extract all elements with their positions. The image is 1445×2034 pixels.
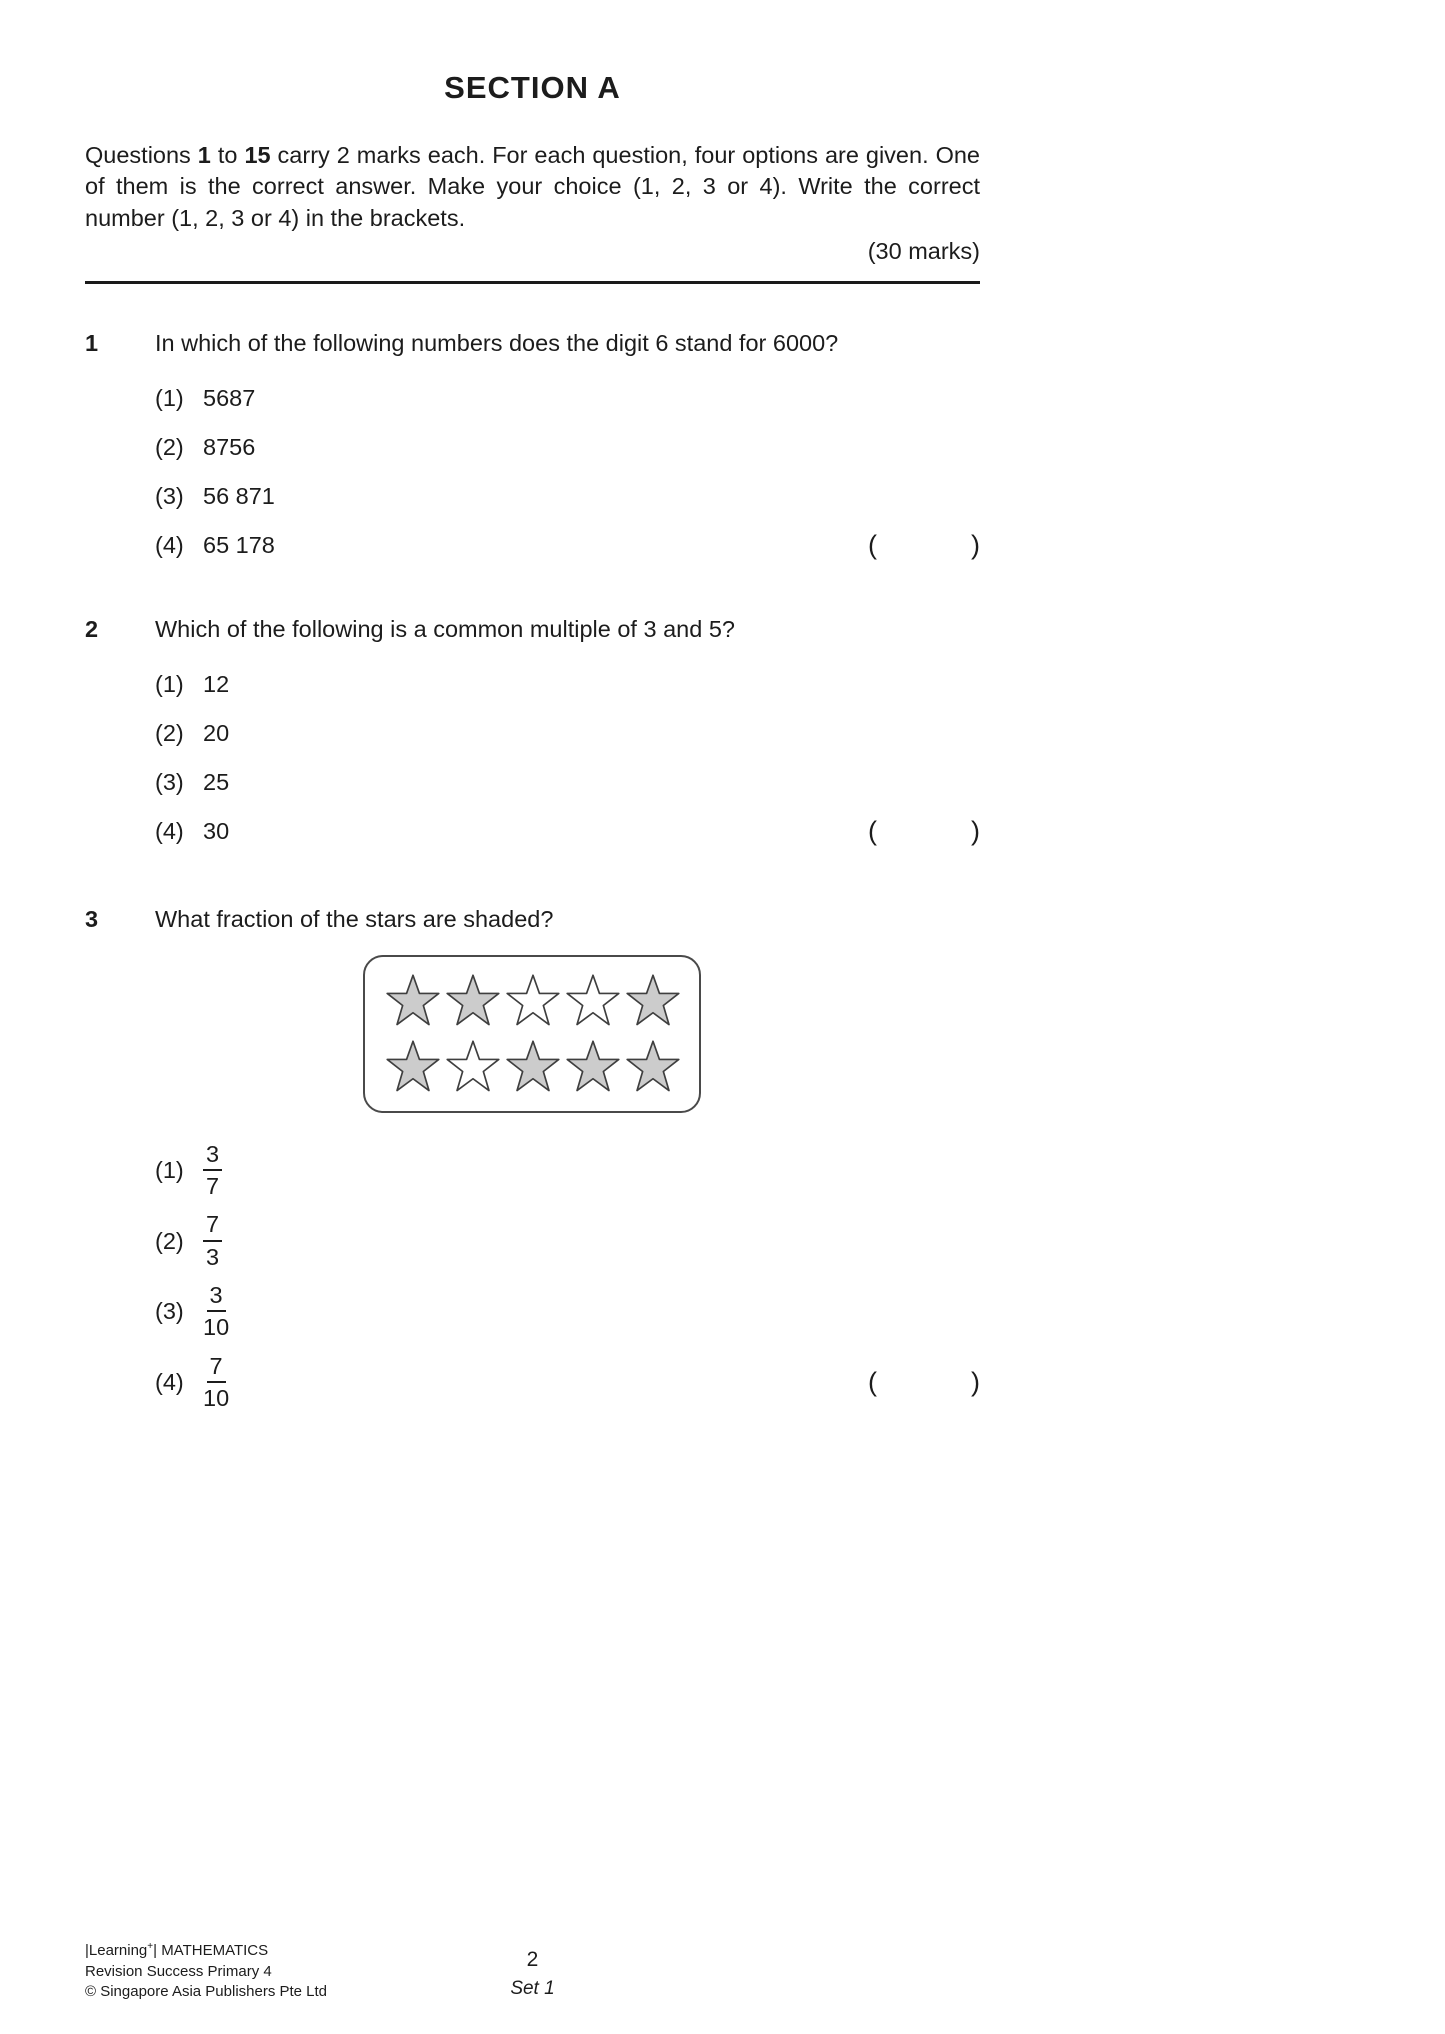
fraction-numerator: 3 — [207, 1282, 226, 1312]
instructions-bold-end: 15 — [244, 142, 271, 168]
options-list — [155, 669, 980, 846]
answer-bracket — [868, 1367, 980, 1397]
fraction-numerator: 7 — [207, 1353, 226, 1383]
footer-copyright-line: © Singapore Asia Publishers Pte Ltd — [85, 1982, 328, 2000]
option-row — [155, 1353, 980, 1412]
option-label: (3) — [155, 1298, 184, 1325]
option-row — [155, 530, 980, 560]
star-icon — [385, 973, 441, 1029]
option-label: (2) — [155, 433, 184, 460]
question-head — [85, 330, 980, 357]
footer-brand-prefix: |Learning — [85, 1942, 148, 1960]
star-icon — [385, 1039, 441, 1095]
total-marks: (30 marks) — [867, 237, 980, 264]
question-head — [85, 616, 980, 643]
star-diagram — [363, 955, 701, 1113]
star-icon — [505, 973, 561, 1029]
option-value: 20 — [203, 719, 230, 746]
option-value: 12 — [203, 670, 230, 697]
answer-bracket — [868, 816, 980, 846]
footer-series-line: Revision Success Primary 4 — [85, 1962, 272, 1980]
option-label: (1) — [155, 1157, 184, 1184]
fraction-value — [203, 1141, 222, 1200]
option-label: (3) — [155, 768, 184, 795]
star-icon — [625, 1039, 681, 1095]
option-row — [155, 816, 980, 846]
question-1 — [85, 330, 980, 560]
star-icon — [445, 1039, 501, 1095]
option-row — [155, 481, 980, 511]
star-icon — [565, 1039, 621, 1095]
fraction-denominator: 10 — [203, 1314, 230, 1341]
option-row — [155, 1211, 980, 1270]
question-text: Which of the following is a common multiple of 3 and 5? — [155, 615, 735, 642]
option-label: (1) — [155, 384, 184, 411]
instructions-text: carry 2 marks each. For each question, four options are given. One of them is the correct answer. Make your choice (1, 2, 3 or 4). Write the correct number (1, 2, 3 or 4) in the brackets. — [85, 142, 980, 231]
answer-bracket — [868, 530, 980, 560]
fraction-denominator: 7 — [206, 1173, 220, 1200]
question-3 — [85, 906, 980, 1412]
option-label: (2) — [155, 719, 184, 746]
fraction-value — [203, 1211, 222, 1270]
question-text: In which of the following numbers does the digit 6 stand for 6000? — [155, 329, 839, 356]
fraction-numerator: 3 — [203, 1141, 222, 1171]
option-row — [155, 432, 980, 462]
option-label: (3) — [155, 482, 184, 509]
option-row — [155, 767, 980, 797]
footer-brand-line — [85, 1940, 327, 1961]
bracket-close: ) — [971, 1366, 980, 1397]
bracket-close: ) — [971, 815, 980, 846]
question-number: 3 — [85, 905, 99, 932]
page-number: 2 — [526, 1948, 539, 1971]
star-icon — [445, 973, 501, 1029]
bracket-close: ) — [971, 529, 980, 560]
page-content — [85, 70, 980, 1423]
option-row — [155, 1282, 980, 1341]
bracket-open: ( — [868, 815, 877, 846]
star-icon — [565, 973, 621, 1029]
star-icon — [505, 1039, 561, 1095]
option-label: (2) — [155, 1227, 184, 1254]
instructions-bold-start: 1 — [197, 142, 211, 168]
option-value: 30 — [203, 817, 230, 844]
footer-brand-suffix: | MATHEMATICS — [153, 1942, 269, 1960]
option-value: 8756 — [203, 433, 256, 460]
question-2 — [85, 616, 980, 846]
question-number: 2 — [85, 615, 99, 642]
instructions-text: Questions — [85, 142, 198, 168]
instructions-text: to — [210, 142, 245, 168]
option-value: 5687 — [203, 384, 256, 411]
footer-brand-sup: + — [147, 1941, 154, 1953]
star-icon — [625, 973, 681, 1029]
section-divider — [85, 281, 980, 284]
option-row — [155, 383, 980, 413]
section-title: SECTION A — [444, 70, 621, 105]
option-label: (4) — [155, 1368, 184, 1395]
option-label: (4) — [155, 817, 184, 844]
fraction-value — [203, 1353, 229, 1412]
bracket-open: ( — [868, 529, 877, 560]
fraction-denominator: 10 — [203, 1384, 230, 1411]
instructions-paragraph — [85, 140, 980, 234]
option-value: 65 178 — [203, 531, 275, 558]
fraction-value — [203, 1282, 229, 1341]
option-label: (1) — [155, 670, 184, 697]
question-head — [85, 906, 980, 933]
options-list — [155, 383, 980, 560]
set-label: Set 1 — [510, 1978, 555, 1999]
footer-publisher-block — [85, 1940, 327, 2002]
options-list — [155, 1141, 980, 1412]
option-label: (4) — [155, 531, 184, 558]
question-number: 1 — [85, 329, 99, 356]
option-row — [155, 669, 980, 699]
option-row — [155, 1141, 980, 1200]
option-value: 25 — [203, 768, 230, 795]
fraction-denominator: 3 — [206, 1243, 220, 1270]
bracket-open: ( — [868, 1366, 877, 1397]
fraction-numerator: 7 — [203, 1211, 222, 1241]
question-text: What fraction of the stars are shaded? — [155, 905, 554, 932]
option-row — [155, 718, 980, 748]
option-value: 56 871 — [203, 482, 275, 509]
